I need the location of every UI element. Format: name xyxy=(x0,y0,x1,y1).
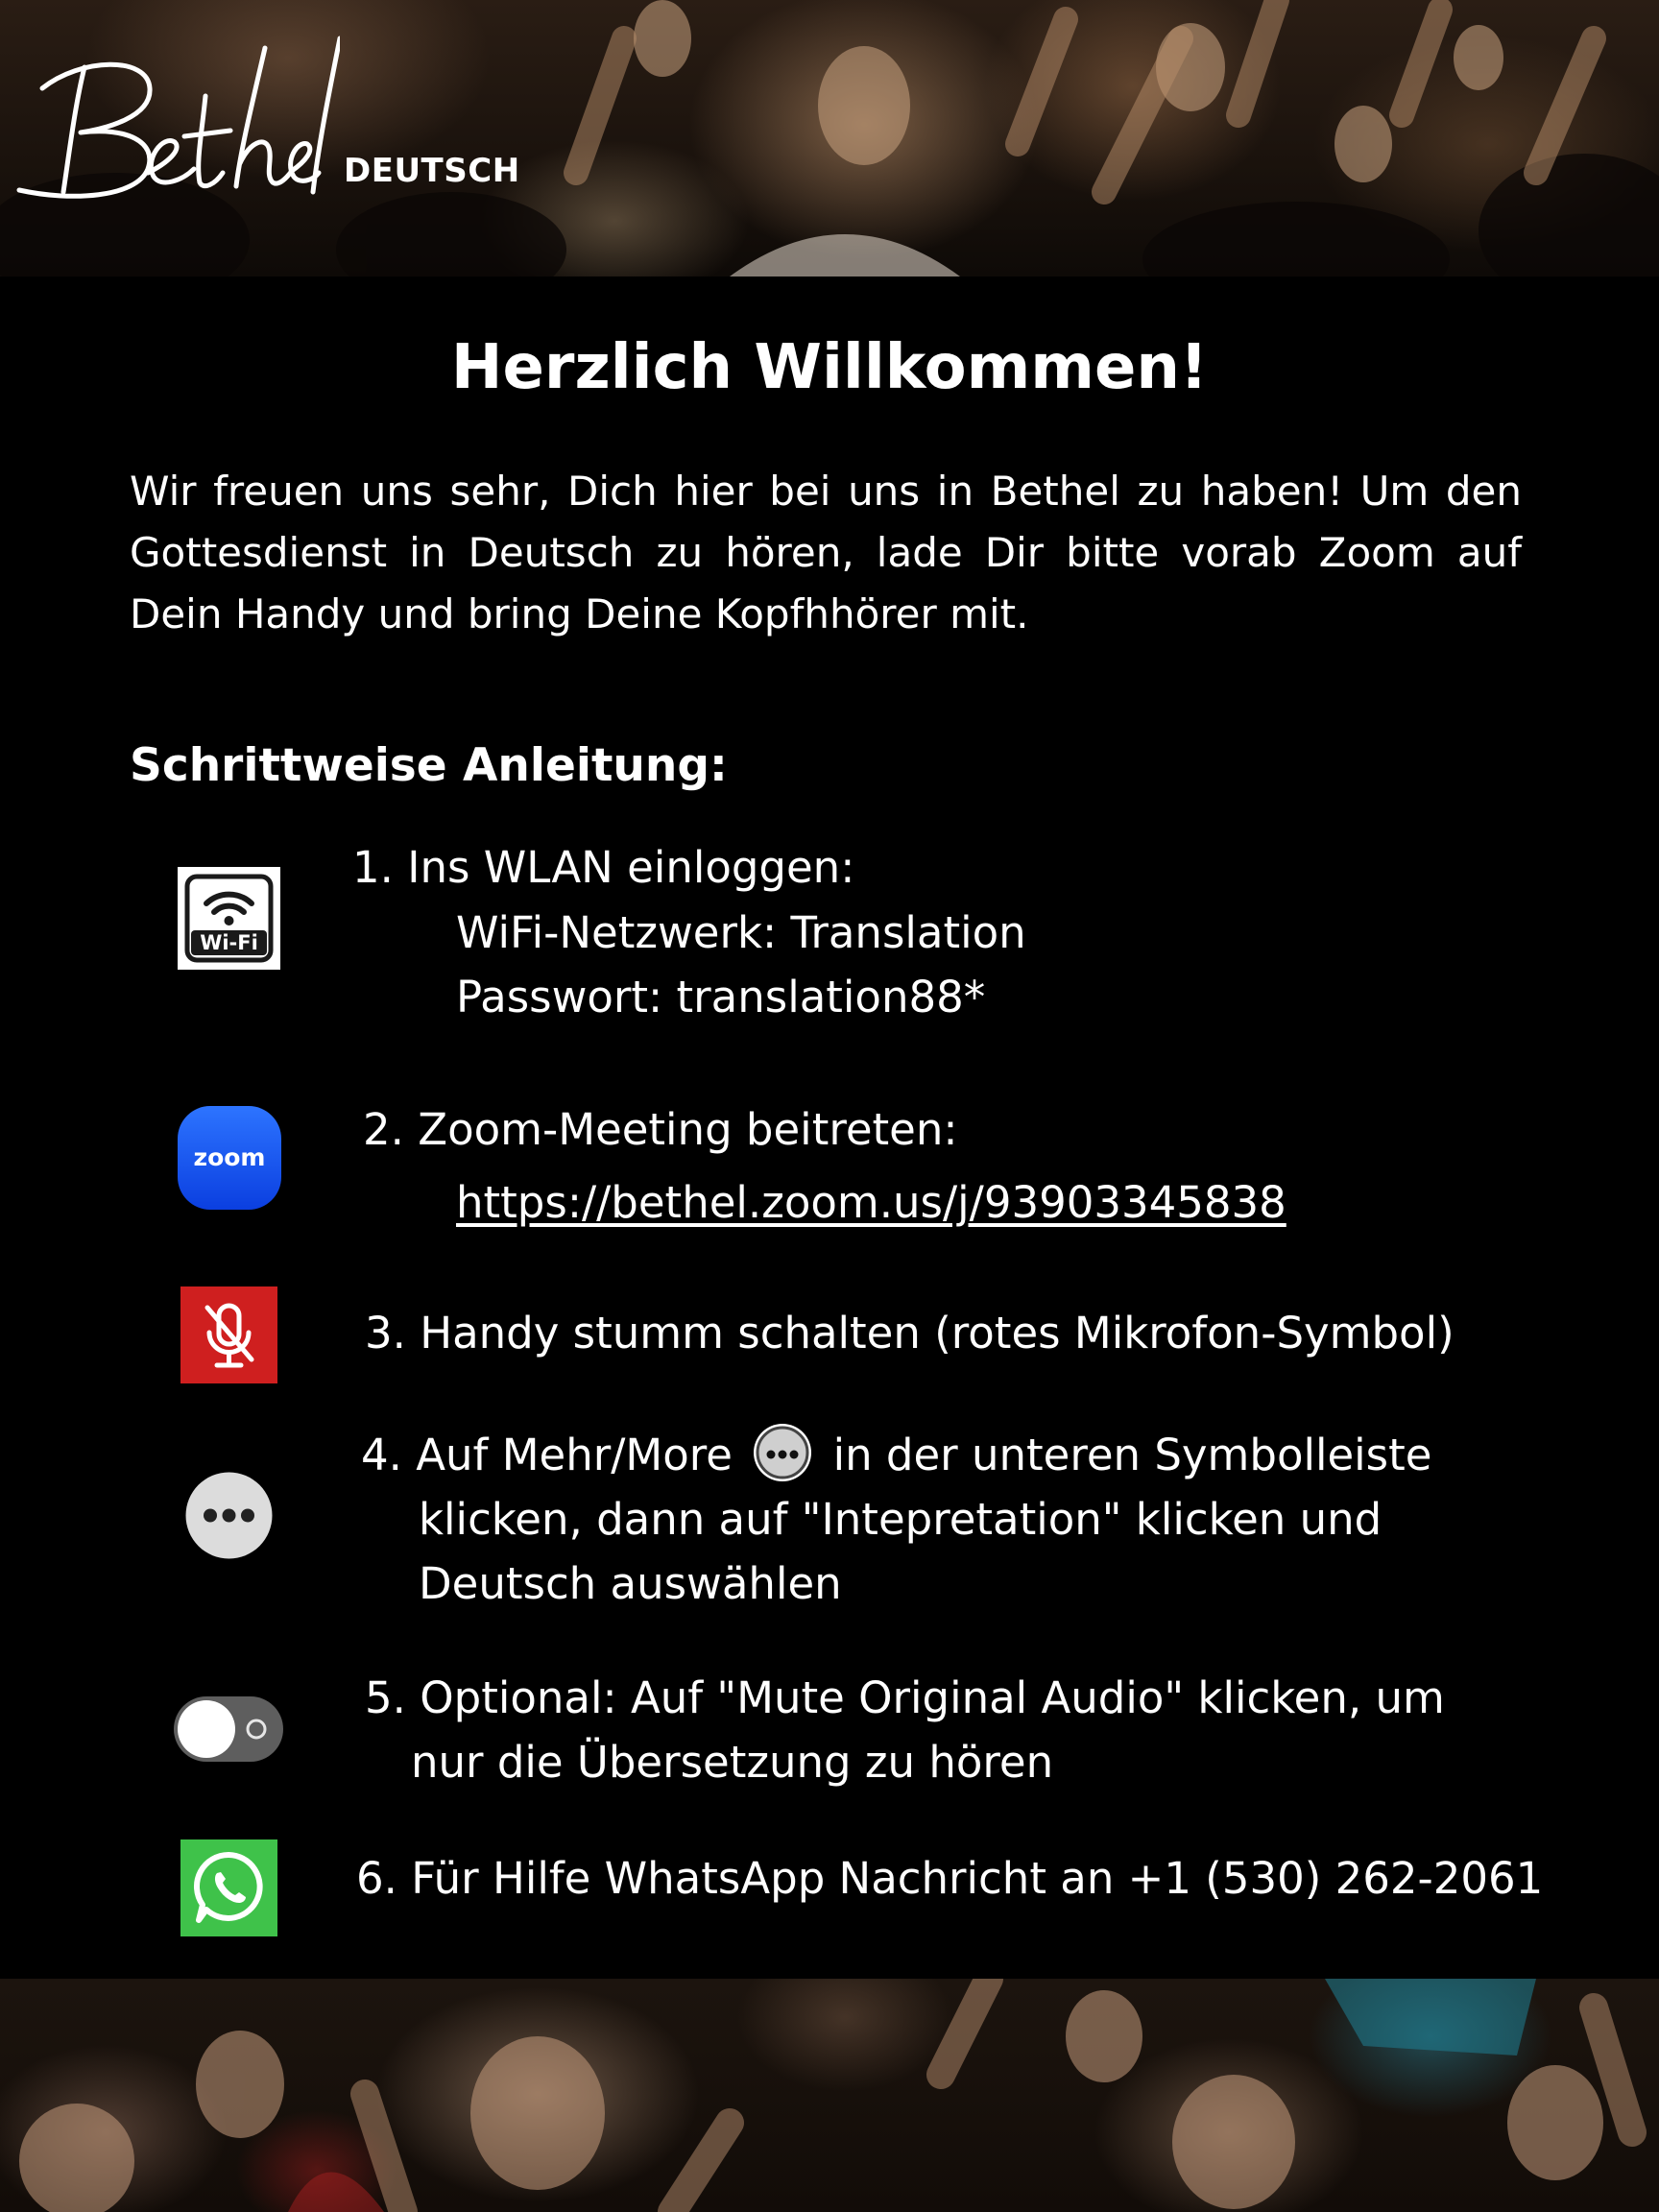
step-5-line2: nur die Übersetzung zu hören xyxy=(411,1737,1054,1788)
step-3-mute xyxy=(365,1301,1455,1365)
toggle-icon xyxy=(173,1695,284,1763)
step-4-more xyxy=(361,1422,1431,1616)
step-2-title: 2. Zoom-Meeting beitreten: xyxy=(363,1104,958,1155)
zoom-meeting-link[interactable]: https://bethel.zoom.us/j/93903345838 xyxy=(456,1177,1286,1228)
step-4-line1-start: 4. Auf Mehr/More xyxy=(361,1430,733,1480)
step-4-line2: klicken, dann auf "Intepretation" klicken und xyxy=(419,1494,1382,1545)
crowd-photo-bottom xyxy=(0,1979,1659,2212)
step-5-line1: 5. Optional: Auf "Mute Original Audio" klicken, um xyxy=(365,1672,1445,1723)
page-title: Herzlich Willkommen! xyxy=(450,332,1209,403)
logo-subtitle: DEUTSCH xyxy=(344,152,520,190)
zoom-icon-label: zoom xyxy=(193,1143,266,1171)
header-photo-band xyxy=(0,0,1659,276)
step-4-line1-end: in der unteren Symbolleiste xyxy=(832,1430,1432,1480)
wifi-password: Passwort: translation88* xyxy=(456,972,986,1022)
footer-photo-band xyxy=(0,1979,1659,2212)
step-1-title: 1. Ins WLAN einloggen: xyxy=(352,842,855,893)
step-6-text: 6. Für Hilfe WhatsApp Nachricht an +1 (530) 262-2061 xyxy=(356,1853,1544,1904)
more-icon xyxy=(185,1472,273,1559)
step-5-mute-original xyxy=(365,1666,1445,1794)
intro-paragraph: Wir freuen uns sehr, Dich hier bei uns in Bethel zu haben! Um den Gottesdienst in Deutsch zu hören, lade Dir bitte vorab Zoom auf Dein Handy und bring Deine Kopfhhörer mit. xyxy=(130,468,1522,637)
whatsapp-icon xyxy=(180,1839,277,1936)
step-6-whatsapp xyxy=(356,1846,1543,1911)
inline-more-icon xyxy=(752,1422,813,1483)
zoom-icon xyxy=(178,1106,281,1210)
wifi-icon-label: Wi-Fi xyxy=(200,931,258,954)
step-3-text: 3. Handy stumm schalten (rotes Mikrofon-Symbol) xyxy=(365,1308,1455,1358)
muted-microphone-icon xyxy=(180,1286,277,1383)
wifi-icon xyxy=(178,867,280,970)
step-1-wifi xyxy=(352,835,1026,1028)
step-2-zoom xyxy=(363,1097,1286,1244)
instructions-heading: Schrittweise Anleitung: xyxy=(130,739,728,792)
wifi-network-name: WiFi-Netzwerk: Translation xyxy=(456,907,1026,958)
bethel-script-wordmark xyxy=(13,29,340,211)
step-4-line3: Deutsch auswählen xyxy=(419,1558,842,1609)
